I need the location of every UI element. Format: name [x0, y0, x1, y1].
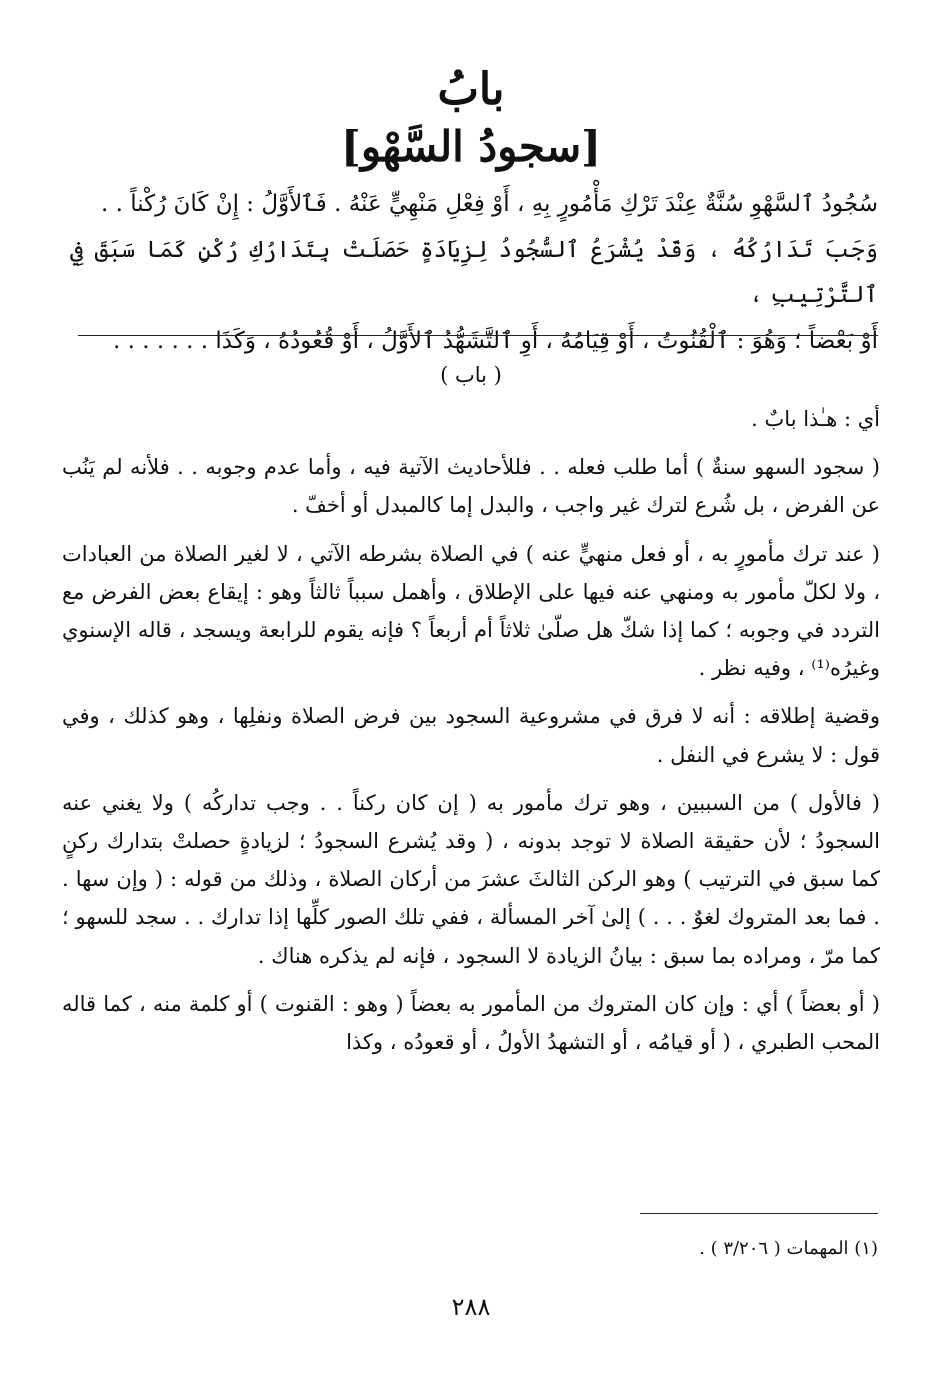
matn-text: [70, 182, 878, 364]
sharh-paragraph: ( أو بعضاً ) أي : وإن كان المتروك من المأمور به بعضاً ( وهو : القنوت ) أو كلمة منه ، كما قاله المحب الطبري ، ( أو قيامُه ، أو التشهدُ الأولُ ، أو قعودُه ، وكذا: [62, 991, 880, 1055]
footnote: (١) المهمات ( ٣/٢٠٦ ) .: [699, 1238, 878, 1259]
sharh-paragraph: ( سجود السهو سنةٌ ) أما طلب فعله . . فللأحاديث الآتية فيه ، وأما عدم وجوبه . . فلأنه لم يَنُب عن الفرض ، بل شُرع لترك غير واجب ، والبدل إما كالمبدل أو أخفّ .: [62, 455, 881, 518]
sharh-paragraph: أي : هـٰذا بابٌ .: [751, 407, 880, 431]
matn-line: أَوْ بَعْضاً ؛ وَهُوَ : ٱلْقُنُوتُ ، أَوْ قِيَامُهُ ، أَوِ ٱلتَّشَهُّدُ ٱلأَوَّلُ ، أَوْ قُعُودُهُ ، وَكَذَا . . . . . . .: [113, 327, 878, 354]
matn-divider: [78, 335, 878, 336]
chapter-title: [سجودُ السَّهْو]: [340, 122, 602, 171]
sharh-paragraph: ( عند ترك مأمورٍ به ، أو فعل منهيٍّ عنه ) في الصلاة بشرطه الآتي ، لا لغير الصلاة من العبادات ، ولا لكلّ مأمور به ومنهي عنه فيها على الإطلاق ، وأهمل سبباً ثالثاً وهو : إيقاع بعض الفرض مع التردد في وجوبه ؛ كما إذا شكّ هل صلّىٰ ثلاثاً أم أربعاً ؟ فإنه يقوم للرابعة ويسجد ، قاله الإسنوي وغيرُه⁽¹⁾ ، وفيه نظر .: [62, 541, 880, 681]
matn-line: وَجَبَ تَدَارُكُهُ ، وَقَدْ يُشْرَعُ ٱلسُّجُودُ لِزِيَادَةٍ حَصَلَتْ بِتَدَارُكِ رُكْنٍ كَمَا سَبَقَ فِي ٱلتَّرْتِيبِ ،: [70, 236, 878, 308]
sharh-text: [62, 400, 880, 1061]
sharh-paragraph: وقضية إطلاقه : أنه لا فرق في مشروعية السجود بين فرض الصلاة ونفلِها ، وهو كذلك ، وفي قول : لا يشرع في النفل .: [62, 704, 880, 767]
bab-heading: بابُ: [437, 64, 505, 115]
matn-line: سُجُودُ ٱلسَّهْوِ سُنَّةٌ عِنْدَ تَرْكِ مَأْمُورٍ بِهِ ، أَوْ فِعْلِ مَنْهِيٍّ عَنْهُ . فَٱلأَوَّلُ : إِنْ كَانَ رُكْناً . .: [100, 191, 878, 217]
page-number: ٢٨٨: [451, 1293, 491, 1321]
sharh-heading: ( باب ): [440, 363, 502, 387]
sharh-paragraph: ( فالأول ) من السببين ، وهو ترك مأمور به ( إن كان ركناً . . وجب تداركُه ) ولا يغني عنه السجودُ ؛ لأن حقيقة الصلاة لا توجد بدونه ، ( وقد يُشرع السجودُ ؛ لزيادةٍ حصلتْ بتدارك ركنٍ كما سبق في الترتيب ) وهو الركن الثالثَ عشرَ من أركان الصلاة ، وذلك من قوله : ( وإن سها . . فما بعد المتروك لغوٌ . . . ) إلىٰ آخر المسألة ، ففي تلك الصور كلِّها إذا تدارك . . سجد للسهو ؛ كما مرّ ، ومراده بما سبق : بيانُ الزيادة لا السجود ، فإنه لم يذكره هناك .: [62, 790, 880, 968]
footnote-divider: [640, 1213, 878, 1214]
